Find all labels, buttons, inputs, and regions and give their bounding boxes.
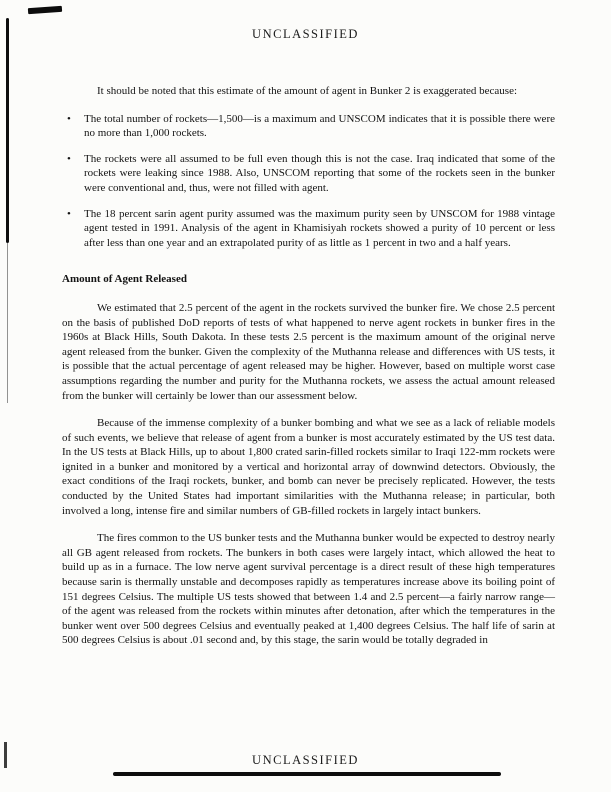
body-paragraph: Because of the immense complexity of a bunker bombing and what we see as a lack of reliable models of such events, we believe that release of agent from a bunker is most accurately estimated by the US test data. In the US tests at Black Hills, up to about 1,800 crated sarin-filled rockets similar to Iraqi 122-mm rockets were ignited in a bunker and monitored by a vertical and horizontal array of downwind detectors. Obviously, the exact conditions of the Iraqi rockets, bunker, and bomb can never be precisely replicated. However, the tests conducted by the United States had important similarities with the Muthanna release; in particular, both involved a long, intense fire and similar numbers of GB-filled rockets in largely intact bunkers. — [62, 417, 555, 517]
body-paragraph: We estimated that 2.5 percent of the agent in the rockets survived the bunker fire. We chose 2.5 percent on the basis of published DoD reports of tests of what happened to nerve agent rockets in bunker fires in the 1960s at Black Hills, South Dakota. In these tests 2.5 percent is the maximum amount of the original nerve agent released from the bunker. Given the complexity of the Muthanna release and differences with US tests, it is possible that the actual percentage of agent released may be higher. However, based on multiple worst case assumptions regarding the number and purity for the Muthanna rockets, we assess the actual amount released from the bunker will certainly be lower than our assessment below. — [62, 301, 555, 402]
bullet-marker-icon: • — [67, 207, 71, 220]
bullet-item — [62, 207, 555, 251]
scan-artifact-top-left — [28, 6, 62, 14]
bullet-marker-icon: • — [67, 112, 71, 125]
bullet-marker-icon: • — [67, 152, 71, 165]
body-paragraph: The fires common to the US bunker tests and the Muthanna bunker would be expected to destroy nearly all GB agent released from rockets. The bunkers in both cases were largely intact, which allowed the heat to build up as in a furnace. The low nerve agent survival percentage is a direct result of these high temperatures because sarin is thermally unstable and decomposes rapidly as temperatures increase above its boiling point of 151 degrees Celsius. The multiple US tests showed that between 1.4 and 2.5 percent—a fairly narrow range—of the agent was released from the rockets within minutes after detonation, after which the temperatures in the bunker went over 500 degrees Celsius and eventually peaked at 1,400 degrees Celsius. The half life of sarin at 500 degrees Celsius is about .01 second and, by this stage, the sarin would be totally degraded in — [62, 532, 555, 647]
bullet-text: The rockets were all assumed to be full even though this is not the case. Iraq indicated that some of the rockets were leaking since 1988. Also, UNSCOM reporting that some of the rockets seen in the bunker were conventional and, thus, were not filled with agent. — [84, 152, 555, 194]
intro-paragraph: It should be noted that this estimate of the amount of agent in Bunker 2 is exaggerated because: — [97, 85, 518, 97]
scan-artifact-left-edge-line — [6, 18, 9, 243]
bullet-item — [62, 112, 555, 141]
scan-artifact-left-edge-faint-line — [7, 243, 8, 403]
bullet-text: The 18 percent sarin agent purity assumed was the maximum purity seen by UNSCOM for 1988 vintage agent tested in 1991. Analysis of the agent in Khamisiyah rockets showed a purity of 10 percent or less after less than one year and an extrapolated purity of as little as 1 percent in two and a half years. — [84, 207, 555, 249]
classification-footer: UNCLASSIFIED — [252, 753, 359, 767]
classification-header: UNCLASSIFIED — [252, 27, 359, 41]
bullet-list — [62, 112, 555, 251]
section-heading-amount-of-agent-released: Amount of Agent Released — [62, 273, 187, 286]
scan-artifact-bottom-line — [113, 772, 501, 776]
document-body — [62, 84, 555, 661]
bullet-item — [62, 152, 555, 196]
bullet-text: The total number of rockets—1,500—is a maximum and UNSCOM indicates that it is possible there were no more than 1,000 rockets. — [84, 112, 555, 140]
